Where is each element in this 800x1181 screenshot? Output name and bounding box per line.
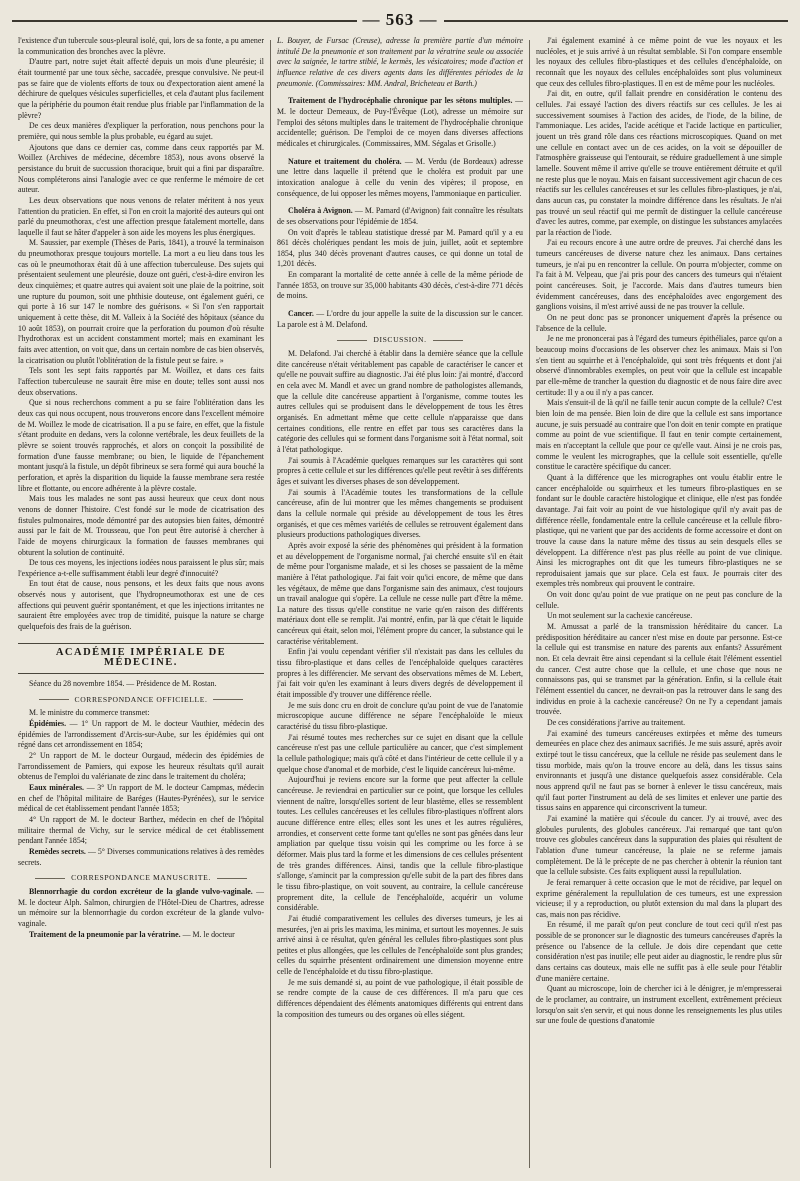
paragraph: En résumé, il me paraît qu'on peut conclure de tout ceci qu'il n'est pas possible de se prononcer sur le diagnostic des tumeurs cancéreuses d'après la présence ou l'absence de la cellule. Je dois dire cependant que cette considération n'est pas inutile; elle peut aider au diagnostic, le rendre plus sûr dans certains cas douteux, mais elle ne suffit pas à elle seule pour l'établir d'une manière certaine. bbox=[536, 920, 782, 983]
paragraph: Je ne me prononcerai pas à l'égard des tumeurs épithéliales, parce qu'on a beaucoup moins d'occasions de les observer chez les animaux. Mais si l'on s'en tient au squirrhe et à l'encéphaloïde, qui sont très fréquents et dont j'ai observé d'innombrables exemples, on peut voir que la cellule est incapable par elle-même de trancher la question du diagnostic et de nous faire dire avec certitude: Il y a ou il n'y a pas cancer. bbox=[536, 334, 782, 397]
entry-text: — 1° Un rapport de M. le docteur Vauthier, médecin des épidémies de l'arrondissement d'Arcis-sur-Aube, sur les épidémies qui ont régné dans cet arrondissement en 1854; bbox=[18, 719, 264, 750]
paragraph: D'autre part, notre sujet était affecté depuis un mois d'une pleurésie; il était tourmenté par une toux sèche, saccadée, presque convulsive. Ne peut-il pas se faire que de violents efforts de toux ou d'expectoration aient amené la déchirure de quelques vésicules superficielles, et cela d'autant plus facilement que la périphérie du poumon était rendue plus friable par l'inflammation de la plèvre? bbox=[18, 57, 264, 120]
entry-lead: Nature et traitement du choléra. bbox=[288, 156, 402, 166]
paragraph: M. le ministre du commerce transmet: bbox=[29, 708, 150, 718]
paragraph: Quant au microscope, loin de chercher ici à le dénigrer, je m'empresserai de le proclamer, au contraire, un instrument excellent, extrêmement précieux lorsqu'on sait s'en servir, et qui nous donne les renseignements les plus utiles sur une foule de questions d'anatomie bbox=[536, 984, 782, 1026]
paragraph: Mais tous les malades ne sont pas aussi heureux que ceux dont nous venons de donner l'histoire. C'est fondé sur le mode de cicatrisation des fistules pulmonaires, mode démontré par des autopsies bien faites, démontré aussi par le fait de M. Trousseau, que l'on peut être autorisé à chercher à l'aide de moyens chirurgicaux la formation de fausses membranes qui obturent la solution de continuité. bbox=[18, 494, 264, 557]
paragraph: Les deux observations que nous venons de relater méritent à nos yeux l'attention du praticien. En effet, si l'on en croit la majorité des auteurs qui ont parlé du pneumothorax, c'est une affection presque fatalement mortelle, dans laquelle il faut se hâter d'appeler à son aide les moyens les plus énergiques. bbox=[18, 195, 264, 237]
entry-text: — 5° Diverses communications relatives à des remèdes secrets. bbox=[18, 846, 264, 867]
paragraph: Un mot seulement sur la cachexie cancéreuse. bbox=[547, 611, 693, 621]
entry-text: — 3° Un rapport de M. le docteur Campmas, médecin en chef de l'hôpital militaire de Baréges (Hautes-Pyrénées), sur le service médical de cet établissement pendant l'année 1853; bbox=[18, 782, 264, 814]
paragraph: J'ai dit, en outre, qu'il fallait prendre en considération le contenu des cellules. J'ai essayé l'action des divers réactifs sur ces cellules. Je les ai successivement soumises à l'action des acides, de l'iode, de la biline, de l'ammoniaque. Les acides, l'acide acétique et l'acide lactique en particulier, jouent un très grand rôle dans ces réactions microscopiques. Quand on met une cellule en contact avec un de ces acides, on la voit se dépouiller de l'atmosphère graisseuse qui l'entourait, se réduire graduellement à une simple lamelle. Souvent même il arrive qu'elle se trouve entièrement détruite et qu'il ne reste plus que le noyau. Mais en faisant successivement agir chacun de ces réactifs sur les cellules cancéreuses et sur les cellules fibro-plastiques, je n'ai, dans aucun cas, pu constater la moindre différence dans les résultats. Je n'ai pas trouvé un seul réactif qui me permît de distinguer la cellule cancéreuse d'avec les autres, comme, par exemple, on distingue les substances amylacées par la réaction de l'iode. bbox=[536, 89, 782, 237]
paragraph: J'ai soumis à l'Académie quelques remarques sur les caractères qui sont propres à cette cellule et sur les différences qu'elle peut revêtir à ses différents âges et suivant les diverses phases de son développement. bbox=[277, 455, 523, 486]
page-header bbox=[0, 10, 800, 30]
paragraph: Aujourd'hui je reviens encore sur la forme que peut affecter la cellule cancéreuse. Je reviendrai en particulier sur ce point, que lorsque les cellules viennent de naître, lorsqu'elles sortent de leur blastème, elles se ressemblent toutes. Les cellules cancéreuses et les cellules fibro-plastiques n'offrent alors aucune différence entre elles; elles sont les unes et les autres régulières, arrondies, et conservent cette forme tant qu'elles ne sont pas gênées dans leur ampliation par quelque tissu voisin qui les comprime ou les force à se déformer. Mais plus tard la forme et les dimensions de ces cellules présentent de très grandes différences. Ainsi, tandis que la cellule fibro-plastique s'allonge, s'amincit par la compression qu'elle subit de la part des fibres dans le tissu fibro-plastique, on voit souvent, au contraire, la cellule cancéreuse proprement dite, la cellule de l'encéphaloïde, acquérir un volume considérable. bbox=[277, 775, 523, 913]
paragraph: J'ai examiné la matière qui s'écoule du cancer. J'y ai trouvé, avec des globules purulents, des globules cancéreux. J'ai remarqué que tant qu'on trouve ces globules cancéreux dans la suppuration des plaies qui résultent de l'ablation d'une tumeur cancéreuse, la plaie ne se referme jamais complètement. De là le précepte de ne pas chercher à obtenir la réunion tant que la cellule subsiste. Ces faits expliquent aussi la repullulation. bbox=[536, 813, 782, 877]
paragraph: M. Amussat a parlé de la transmission héréditaire du cancer. La prédisposition héréditaire au cancer n'est mise en doute par personne. Est-ce la cellule qui est transmise en nature des parents aux enfants? Assurément non. Et cela devrait être ainsi cependant si la cellule était l'élément essentiel du cancer. C'est autre chose que la cellule, et une chose que nous ne connaissons pas, qui se transmet par la génération. Enfin, si la cellule était l'élément essentiel du cancer, ne devrait-on pas la retrouver dans le sang des individus en proie à la cachexie cancéreuse? On ne l'y a cependant jamais trouvée. bbox=[536, 622, 782, 717]
paragraph: Tels sont les sept faits rapportés par M. Woillez, et dans ces faits l'affection tuberculeuse ne saurait être mise en doute; telles sont aussi nos deux observations. bbox=[18, 366, 264, 397]
paragraph: Quant à la différence que les micrographes ont voulu établir entre le cancer encéphaloïde ou squirrheux et les tumeurs fibro-plastiques en se fondant sur le double caractère histologique et clinique, elle n'est pas fondée davantage. J'ai fait voir au point de vue histologique qu'il n'y avait pas de différence réelle, fondamentale entre la cellule cancéreuse et la cellule fibro-plastique, qui ne varient que par des accidents de forme accessoire et dont on trouve la cause dans la nature même des tissus au sein desquels elles se développent. La différence n'est pas plus réelle au point de vue clinique. Ainsi les micrographes ont dit que les tumeurs fibro-plastiques ne se reproduisaient jamais que sur place. Cela est faux. Je pourrais citer des exemples très nombreux qui prouvent le contraire. bbox=[536, 472, 782, 589]
paragraph: De tous ces moyens, les injections iodées nous paraissent le plus sûr; mais l'expérience a-t-elle suffisamment établi leur degré d'innocuité? bbox=[18, 558, 264, 578]
paragraph: Enfin j'ai voulu cependant vérifier s'il n'existait pas dans les cellules du tissu fibro-plastique et dans celles de l'encéphaloïde quelques caractères propres à les différencier. Me servant des observations mêmes de M. Lebert, j'ai fait voir qu'en les examinant à leurs divers degrés de développement il était impossible d'y trouver une différence réelle. bbox=[277, 647, 523, 700]
spacer bbox=[277, 199, 523, 206]
paragraph: l'existence d'un tubercule sous-pleural isolé, qui, lors de sa fonte, a pu amener la communication des bronches avec la plèvre. bbox=[18, 36, 264, 56]
entry bbox=[18, 930, 264, 941]
entry-text: — M. le docteur Alph. Salmon, chirurgien de l'Hôtel-Dieu de Chartres, adresse un mémoire sur la blennorrhagie du cordon excréteur de la glande vulvo-vaginale. bbox=[18, 886, 264, 928]
spacer bbox=[277, 302, 523, 309]
paragraph: Que si nous recherchons comment a pu se faire l'oblitération dans les deux cas qui nous occupent, nous trouverons encore dans l'excellent mémoire de M. Woillez le mode de cicatrisation. Il a pu se faire, en effet, que la fistule s'étant produite en dedans, vers la colonne vertébrale, les deux feuillets de la plèvre se soient trouvés rapprochés, et alors on conçoit la possibilité de formation d'une fausse membrane; ou bien, le liquide de l'épanchement montant jusqu'à la fistule, un dépôt fibrineux se sera formé qui aura bouché la perforation, et après la disparition du liquide la fausse membrane sera restée libre et flottante, ou encore adhérente à la plèvre costale. bbox=[18, 398, 264, 493]
paragraph: Mais s'ensuit-il de là qu'il ne faille tenir aucun compte de la cellule? C'est bien loin de ma pensée. Bien loin de dire que la cellule est sans importance aucune, je suis persuadé au contraire que l'on doit en tenir compte en pratique comme au point de vue scientifique. Il faut en tenir compte certainement, mais en n'acceptant la cellule que pour ce qu'elle vaut. Ainsi je ne crois pas, comme le veulent les micrographes, que la cellule soit essentielle, qu'elle constitue le caractère spécifique du cancer. bbox=[536, 398, 782, 472]
paragraph: M. Saussier, par exemple (Thèses de Paris, 1841), a trouvé la terminaison du pneumothorax presque toujours mortelle. La mort a eu lieu dans tous les cas où le pneumothorax était dû à une affection tuberculeuse. Des sujets qui présentaient seulement une pleurésie, douze ont guéri, c'est-à-dire environ les deux cinquièmes; et quatre autres qui avaient soit une plaie de la poitrine, soit une rupture du poumon, soit une phthisie douteuse, ont également guéri, ce qui porte à 16 sur 147 le nombre des guérisons. « Si l'on s'en rapportait uniquement à cette thèse, dit M. Valleix à la Société des hôpitaux (séance du 10 août 1853), on pourrait croire que la perforation du poumon d'où résulte l'hydrothorax est un accident constamment mortel; mais en examinant les faits avec attention, on voit que, dans un certain nombre de cas bien observés, la cicatrisation ou plutôt l'oblitération de la fistule peut se faire. » bbox=[18, 238, 264, 365]
paragraph: Je me suis donc cru en droit de conclure qu'au point de vue de l'anatomie microscopique aucune différence ne sépare l'encéphaloïde le mieux caractérisé du tissu fibro-plastique. bbox=[277, 700, 523, 732]
column-divider bbox=[270, 40, 271, 1168]
session-line: Séance du 28 novembre 1854. — Présidence de M. Rostan. bbox=[29, 679, 217, 689]
paragraph: On voit d'après le tableau statistique dressé par M. Pamard qu'il y a eu 861 décès cholériques pendant les mois de juin, juillet, août et septembre 1854, plus 340 décès provenant d'autres causes, ce qui donne un total de 1,201 décès. bbox=[277, 227, 523, 269]
paragraph: De ces considérations j'arrive au traitement. bbox=[547, 718, 686, 727]
column-divider bbox=[529, 40, 530, 1168]
entry-lead: Épidémies. bbox=[29, 719, 67, 729]
paragraph: Ajoutons que dans ce dernier cas, comme dans ceux rapportés par M. Woillez (Archives de médecine, décembre 1853), nous avons observé la persistance du bruit de succussion thoracique, bruit qui a fini par disparaître. Nous compléterons ainsi l'analogie avec ce que renferme le mémoire de cet auteur. bbox=[18, 142, 264, 195]
paragraph: J'ai eu recours encore à une autre ordre de preuves. J'ai cherché dans les tumeurs cancéreuses de diverse nature chez les animaux. Dans certaines tumeurs, je n'ai pu en rencontrer la cellule. On pourra m'objecter, comme on l'a fait à M. Velpeau, que j'ai pris pour des cancers des tumeurs qui n'étaient point cancéreuses. Soit, je l'accorde. Mais dans d'autres tumeurs bien évidemment cancéreuses, dans des encéphaloïdes avec engorgement des ganglions voisins, il m'est arrivé aussi de ne pas trouver la cellule. bbox=[536, 238, 782, 312]
entry-lead: Traitement de la pneumonie par la vératrine. bbox=[29, 929, 181, 939]
entry: 4° Un rapport de M. le docteur Barthez, médecin en chef de l'hôpital militaire thermal de Vichy, sur le service médical de cet établissement pendant l'année 1854; bbox=[18, 814, 264, 846]
entry bbox=[18, 887, 264, 930]
entry: 2° Un rapport de M. le docteur Ourgaud, médecin des épidémies de l'arrondissement de Pamiers, qui expose les heureux résultats qu'il aurait obtenus de l'emploi du valérianate de zinc dans le traitement du choléra; bbox=[18, 751, 264, 782]
spacer bbox=[277, 150, 523, 157]
paragraph: L. Bouyer, de Fursac (Creuse), adresse la première partie d'un mémoire intitulé De la pneumonie et son traitement par la vératrine seule ou associée avec la saignée, le tartre stibié, le kermès, les vésicatoires; mode d'action et influence relative de ces divers agents dans les différentes périodes de la pneumonie. (Commissaires: MM. Andral, Bricheteau et Barth.) bbox=[277, 36, 523, 88]
column-middle bbox=[277, 36, 523, 1172]
entry bbox=[18, 847, 264, 868]
paragraph: J'ai examiné des tumeurs cancéreuses extirpées et même des tumeurs demeurées en place chez des animaux sacrifiés. Je me suis assuré, après avoir extirpé tout le tissu cancéreux, que la cellule ne réside pas seulement dans le tissu morbide, mais qu'on la trouve encore au delà, dans les tissus sains environnants et jusqu'à une distance quelquefois assez considérable. Cela nous apprend qu'il ne faut pas se borner à enlever le tissu cancéreux, mais qu'il faut porter l'instrument au delà de ses limites et enlever une partie des tissus sains en apparence qui circonscrivent la tumeur. bbox=[536, 728, 782, 813]
entry-text: — M. le docteur Demeaux, de Puy-l'Évêque (Lot), adresse un mémoire sur l'emploi des sétons multiples dans le traitement de l'hydrocéphalie chronique accidentelle; guérison. De l'emploi de ce moyen dans diverses affections médicales et chirurgicales. (Commissaires, MM. Ségalas et Grisolle.) bbox=[277, 96, 523, 148]
paragraph: Après avoir exposé la série des phénomènes qui président à la formation et au développement de l'organisme normal, j'ai cherché ensuite s'il en était de même pour l'organisme malade, et si les choses se passaient de la même manière à l'état pathologique. J'ai fait voir qu'ici encore, de même que dans les végétaux, de même que dans l'organisme sain des animaux, c'est toujours un travail analogue qui s'opère. La cellule ne cesse nulle part d'être la même. La nature des tissus qu'elle constitue ne varie qu'en raison des différents matériaux dont elle se remplit. J'ai montré, enfin, par là que c'était le liquide cancéreux qui était, selon moi, l'élément propre du cancer, la substance qui le caractérise véritablement. bbox=[277, 540, 523, 646]
section-title: ACADÉMIE IMPÉRIALE DE MÉDECINE. bbox=[18, 643, 264, 674]
entry bbox=[277, 157, 523, 200]
entry bbox=[18, 719, 264, 751]
entry bbox=[277, 96, 523, 149]
entry-lead: Choléra à Avignon. bbox=[288, 206, 353, 216]
paragraph: M. Delafond. J'ai cherché à établir dans la dernière séance que la cellule dite cancéreuse n'était véritablement pas capable de caractériser le cancer et qu'elle ne pouvait suffire au diagnostic. J'ai été plus loin: j'ai montré, d'accord en cela avec M. Mandl et avec un grand nombre de pathologistes allemands, que la cellule dite cancéreuse appartient à l'organisme, comme toutes les autres cellules qui se produisent dans le développement de tous les êtres organisés. En admettant même que cette cellule n'apparaisse que dans certaines conditions, elle rentre en effet par tous ses caractères dans la catégorie des cellules qui se forment dans l'organisme soit à l'état normal, soit à l'état pathologique. bbox=[277, 349, 523, 454]
spacer bbox=[277, 89, 523, 96]
paragraph: J'ai résumé toutes mes recherches sur ce sujet en disant que la cellule cancéreuse n'est pas une cellule particulière au cancer, que c'est simplement la cellule pathologique; mais qu'à côté et dans l'intérieur de cette cellule il y a quelque chose d'anomal et de morbide, c'est le liquide cancéreux lui-même. bbox=[277, 732, 523, 774]
paragraph: On ne peut donc pas se prononcer uniquement d'après la présence ou l'absence de la cellule. bbox=[536, 313, 782, 333]
entry-text: — M. Verdu (de Bordeaux) adresse une lettre dans laquelle il prétend que le choléra est produit par une intoxication analogue à celle du venin des vipères; il propose, en conséquence, de lui opposer les mêmes moyens, l'ammoniaque en particulier. bbox=[277, 156, 523, 198]
entry-text: — L'ordre du jour appelle la suite de la discussion sur le cancer. La parole est à M. Delafond. bbox=[277, 309, 523, 329]
entry-lead: Traitement de l'hydrocéphalie chronique par les sétons multiples. bbox=[288, 96, 513, 106]
entry bbox=[18, 783, 264, 815]
entry-lead: Cancer. bbox=[288, 309, 314, 319]
paragraph: J'ai également examiné à ce même point de vue les noyaux et les nucléoles, et je suis arrivé à un résultat semblable. Si l'on compare ensemble les noyaux des cellules fibro-plastiques et des cellules d'encéphaloïde, on reconnaît que les noyaux des cellules encéphaloïdes sont plus volumineux que ceux des cellules fibro-plastiques. Il en est de même pour les nucléoles. bbox=[536, 36, 782, 88]
paragraph: J'ai étudié comparativement les cellules des diverses tumeurs, je les ai mesurées, j'en ai pris les maxima, les minima, et surtout les moyennes. Je suis arrivé ainsi à ce résultat, qu'en général les cellules fibro-plastiques sont plus petites et plus allongées, que les cellules de l'encéphaloïde sont plus grandes; celles du squirrhe présentent ordinairement une dimension moyenne entre celle de l'encéphaloïde et du tissu fibro-plastique. bbox=[277, 913, 523, 977]
paragraph: On voit donc qu'au point de vue pratique on ne peut pas conclure de la cellule. bbox=[536, 590, 782, 610]
entry-lead: Eaux minérales. bbox=[29, 782, 85, 792]
entry-lead: Blennorrhagie du cordon excréteur de la glande vulvo-vaginale. bbox=[29, 886, 253, 896]
entry bbox=[277, 206, 523, 227]
paragraph: J'ai soumis à l'Académie toutes les transformations de la cellule cancéreuse, afin de lui montrer que les mêmes changements se produisent dans la cellule normale qui préside au développement de tous les êtres organisés, et que ces mêmes variétés de cellules se retrouvent également dans plusieurs productions pathologiques diverses. bbox=[277, 487, 523, 540]
column-right bbox=[536, 36, 782, 1172]
paragraph: De ces deux manières d'expliquer la perforation, nous penchons pour la première, qui nous semble la plus probable, eu égard au sujet. bbox=[18, 121, 264, 141]
page-number: — 563 — bbox=[357, 10, 444, 30]
entry-text: — M. le docteur bbox=[182, 929, 235, 939]
paragraph: En comparant la mortalité de cette année à celle de la même période de l'année 1853, on trouve sur 35,000 habitants 430 décès, c'est-à-dire 771 décès de moins. bbox=[277, 270, 523, 301]
subheading: DISCUSSION. bbox=[277, 335, 523, 346]
entry bbox=[277, 309, 523, 330]
entry-text: — M. Pamard (d'Avignon) fait connaître les résultats de ses observations pour l'épidémie de 1854. bbox=[277, 206, 523, 226]
column-left bbox=[18, 36, 264, 1172]
paragraph: En tout état de cause, nous pensons, et les deux faits que nous avons observés nous y autorisent, que l'hydropneumothorax est une de ces affections qui peuvent guérir spontanément, et que les injections irritantes ne sauraient être employées avec trop de timidité, puisque la nature se charge quelquefois des frais de la guérison. bbox=[18, 579, 264, 632]
subheading: CORRESPONDANCE MANUSCRITE. bbox=[18, 873, 264, 884]
paragraph: Je ferai remarquer à cette occasion que le mot de récidive, par lequel on exprime généralement la repullulation de ces tumeurs, est une expression vicieuse; il y a reproduction, ou plutôt extension du mal dans la plupart des cas, mais non pas récidive. bbox=[536, 877, 782, 919]
paragraph: Je me suis demandé si, au point de vue pathologique, il était possible de se rendre compte de la cause de ces différences. Il m'a paru que ces différences dépendaient des éléments anatomiques différents qui entrent dans la composition des tumeurs ou des organes où elles siégent. bbox=[277, 977, 523, 1019]
subheading: CORRESPONDANCE OFFICIELLE. bbox=[18, 695, 264, 706]
entry-lead: Remèdes secrets. bbox=[29, 846, 86, 856]
